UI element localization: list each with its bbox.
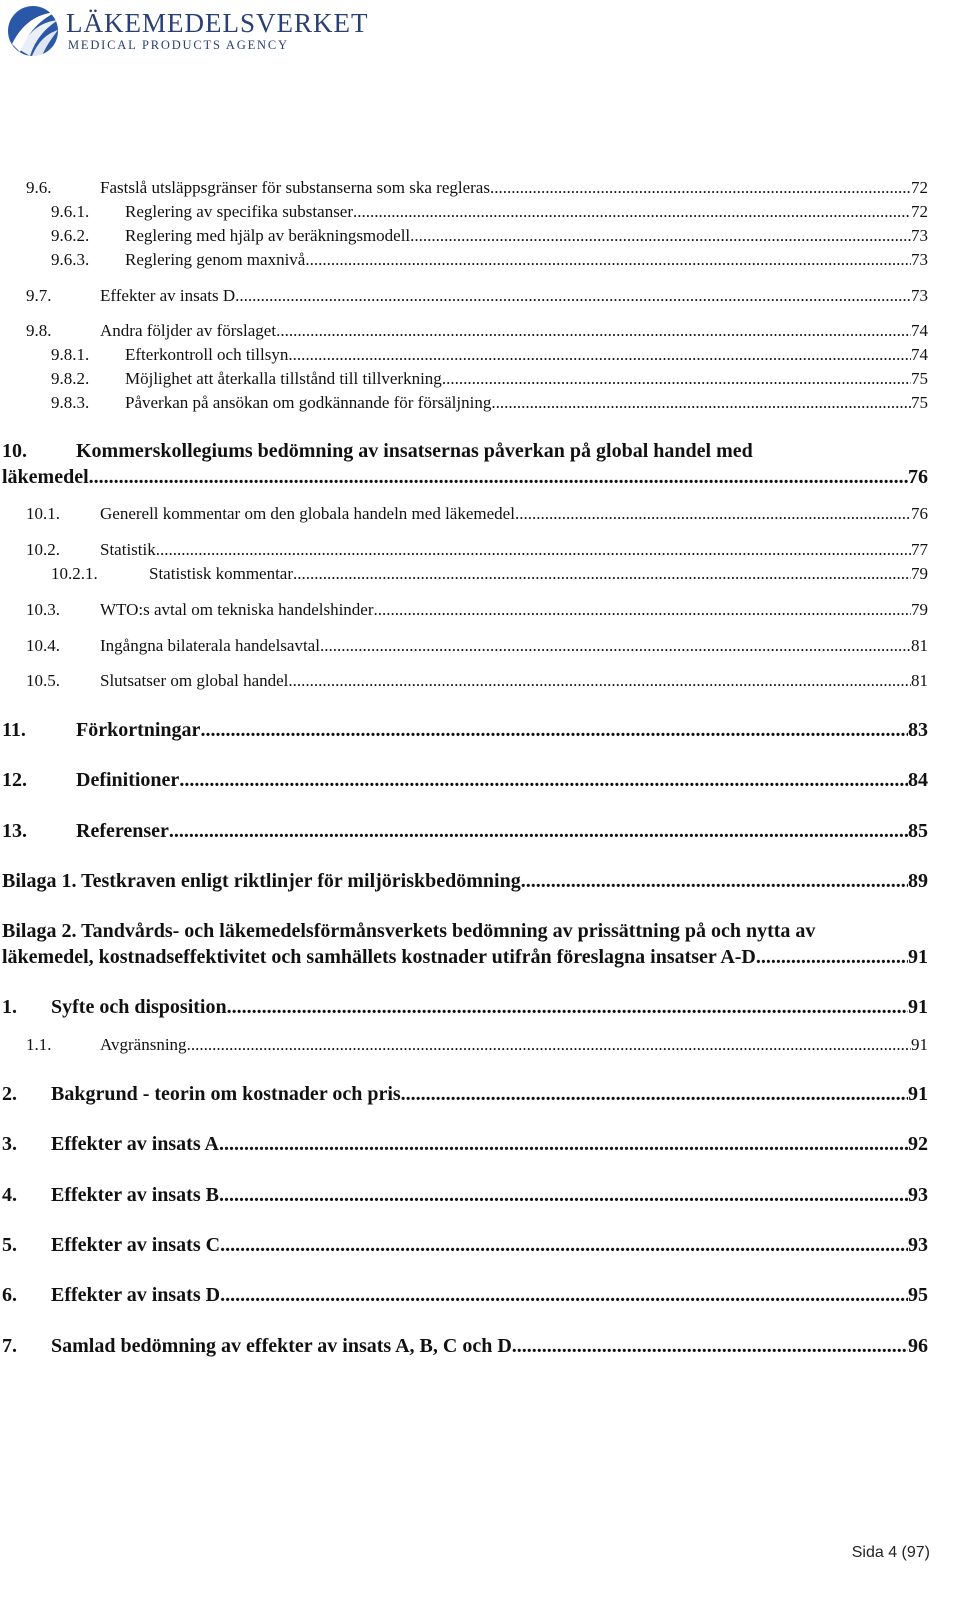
toc-entry-page: 74 — [911, 345, 928, 364]
toc-entry[interactable] — [51, 202, 928, 224]
toc-entry[interactable] — [2, 1335, 928, 1361]
toc-entry[interactable] — [2, 1083, 928, 1109]
toc-entry-number: 9.6.1. — [51, 202, 90, 221]
toc-entry-title: Generell kommentar om den globala handeln med läkemedel — [100, 504, 515, 523]
toc-entry-title: Avgränsning — [100, 1035, 187, 1054]
toc-leader-dots — [227, 996, 908, 1019]
toc-leader-dots — [756, 946, 908, 969]
toc-entry-number: 9.8.2. — [51, 369, 90, 388]
toc-entry-page: 89 — [908, 870, 928, 892]
toc-entry-page: 76 — [911, 504, 928, 523]
toc-entry[interactable] — [26, 540, 928, 562]
toc-entry-number: 1. — [2, 996, 17, 1018]
toc-entry-title: Bilaga 2. Tandvårds- och läkemedelsförmånsverkets bedömning av prissättning på och nytta av — [2, 920, 816, 942]
toc-leader-dots — [401, 1083, 908, 1106]
toc-entry-page: 72 — [911, 202, 928, 221]
toc-entry[interactable] — [26, 178, 928, 200]
toc-entry-page: 81 — [911, 671, 928, 690]
toc-entry-title: Påverkan på ansökan om godkännande för försäljning — [125, 393, 492, 412]
toc-entry-title: Efterkontroll och tillsyn — [125, 345, 289, 364]
toc-leader-dots — [235, 286, 911, 306]
toc-entry-title: Reglering med hjälp av beräkningsmodell — [125, 226, 411, 245]
toc-entry-number: 12. — [2, 769, 27, 791]
toc-leader-dots — [512, 1335, 908, 1358]
toc-entry-title: Förkortningar — [76, 719, 201, 741]
toc-entry[interactable] — [51, 250, 928, 272]
toc-entry-title: Effekter av insats A — [51, 1133, 219, 1155]
toc-entry-title: Kommerskollegiums bedömning av insatsernas påverkan på global handel med — [76, 440, 753, 462]
toc-entry-title: Bakgrund - teorin om kostnader och pris — [51, 1083, 401, 1105]
toc-entry-page: 93 — [908, 1234, 928, 1256]
toc-entry-page: 76 — [908, 466, 928, 488]
toc-entry-title: Referenser — [76, 820, 169, 842]
toc-leader-dots — [353, 202, 911, 222]
toc-entry[interactable] — [26, 600, 928, 622]
toc-entry[interactable] — [26, 321, 928, 343]
toc-leader-dots — [179, 769, 908, 792]
toc-entry-number: 2. — [2, 1083, 17, 1105]
toc-entry[interactable] — [2, 719, 928, 745]
toc-leader-dots — [515, 504, 911, 524]
toc-entry-heading-line1[interactable] — [2, 440, 753, 463]
toc-leader-dots — [320, 636, 911, 656]
toc-entry-page: 75 — [911, 369, 928, 388]
toc-entry-title: Effekter av insats D — [51, 1284, 221, 1306]
page-number-footer: Sida 4 (97) — [851, 1544, 930, 1561]
toc-leader-dots — [410, 226, 911, 246]
toc-entry-number: 5. — [2, 1234, 17, 1256]
toc-leader-dots — [220, 1284, 908, 1307]
toc-entry-page: 93 — [908, 1184, 928, 1206]
toc-entry[interactable] — [51, 369, 928, 391]
toc-leader-dots — [521, 870, 908, 893]
brand-subtitle: MEDICAL PRODUCTS AGENCY — [68, 38, 289, 52]
toc-entry-number: 10. — [2, 440, 27, 462]
toc-entry-page: 72 — [911, 178, 928, 197]
toc-entry-page: 85 — [908, 820, 928, 842]
toc-entry-number: 9.7. — [26, 286, 52, 305]
toc-entry-number: 10.3. — [26, 600, 60, 619]
toc-entry-number: 9.6. — [26, 178, 52, 197]
toc-entry-title: WTO:s avtal om tekniska handelshinder — [100, 600, 374, 619]
toc-entry[interactable] — [51, 226, 928, 248]
toc-leader-dots — [374, 600, 911, 620]
toc-entry-number: 10.1. — [26, 504, 60, 523]
toc-entry-page: 84 — [908, 769, 928, 791]
toc-entry[interactable] — [26, 286, 928, 308]
toc-entry-title: Statistik — [100, 540, 156, 559]
toc-entry-number: 7. — [2, 1335, 17, 1357]
toc-entry-page: 91 — [908, 1083, 928, 1105]
toc-entry-title: Syfte och disposition — [51, 996, 227, 1018]
brand-name: LÄKEMEDELSVERKET — [66, 8, 369, 38]
toc-leader-dots — [169, 820, 908, 843]
toc-entry-page: 91 — [911, 1035, 928, 1054]
toc-entry-title: Möjlighet att återkalla tillstånd till tillverkning — [125, 369, 442, 388]
toc-entry-title: Statistisk kommentar — [149, 564, 294, 583]
toc-entry[interactable] — [2, 769, 928, 795]
toc-entry-number: 10.4. — [26, 636, 60, 655]
toc-entry-title: Bilaga 1. Testkraven enligt riktlinjer för miljöriskbedömning — [2, 870, 521, 892]
toc-entry[interactable] — [2, 820, 928, 846]
toc-leader-dots — [276, 321, 911, 341]
toc-entry-number: 13. — [2, 820, 27, 842]
toc-entry-page: 73 — [911, 286, 928, 305]
toc-entry[interactable] — [2, 1184, 928, 1210]
toc-entry[interactable] — [2, 466, 928, 492]
toc-entry-number: 3. — [2, 1133, 17, 1155]
toc-entry[interactable] — [26, 636, 928, 658]
toc-entry-number: 10.2. — [26, 540, 60, 559]
toc-leader-dots — [293, 564, 911, 584]
toc-entry[interactable] — [51, 393, 928, 415]
toc-entry-number: 4. — [2, 1184, 17, 1206]
toc-leader-dots — [156, 540, 911, 560]
toc-entry-title: Reglering genom maxnivå — [125, 250, 306, 269]
toc-entry-page: 73 — [911, 226, 928, 245]
toc-entry-page: 73 — [911, 250, 928, 269]
toc-entry-page: 96 — [908, 1335, 928, 1357]
toc-entry-number: 10.5. — [26, 671, 60, 690]
toc-leader-dots — [305, 250, 911, 270]
toc-entry[interactable] — [26, 671, 928, 693]
toc-leader-dots — [288, 671, 911, 691]
toc-entry-number: 9.8. — [26, 321, 52, 340]
toc-leader-dots — [219, 1133, 908, 1156]
toc-leader-dots — [220, 1234, 908, 1257]
toc-entry-number: 9.6.2. — [51, 226, 90, 245]
toc-entry-title: Slutsatser om global handel — [100, 671, 289, 690]
toc-entry-number: 10.2.1. — [51, 564, 98, 583]
toc-leader-dots — [219, 1184, 908, 1207]
toc-leader-dots — [491, 393, 911, 413]
toc-entry-page: 91 — [908, 946, 928, 968]
toc-entry-title: Effekter av insats B — [51, 1184, 219, 1206]
toc-entry[interactable] — [2, 996, 928, 1022]
toc-entry-page: 75 — [911, 393, 928, 412]
toc-leader-dots — [288, 345, 911, 365]
toc-entry[interactable] — [2, 870, 928, 896]
toc-entry[interactable] — [26, 1035, 928, 1057]
toc-entry-title: Effekter av insats D — [100, 286, 236, 305]
toc-entry-page: 74 — [911, 321, 928, 340]
toc-entry-page: 79 — [911, 564, 928, 583]
toc-entry-title: Ingångna bilaterala handelsavtal — [100, 636, 320, 655]
toc-entry-page: 95 — [908, 1284, 928, 1306]
toc-entry-title: Reglering av specifika substanser — [125, 202, 354, 221]
toc-entry-page: 79 — [911, 600, 928, 619]
toc-entry-number: 9.8.1. — [51, 345, 90, 364]
toc-entry-title: Fastslå utsläppsgränser för substanserna som ska regleras — [100, 178, 490, 197]
toc-entry-heading-line1[interactable] — [2, 920, 815, 943]
toc-entry-number: 9.8.3. — [51, 393, 90, 412]
toc-entry-page: 83 — [908, 719, 928, 741]
toc-entry[interactable] — [51, 564, 928, 586]
toc-entry[interactable] — [2, 1133, 928, 1159]
toc-entry-title: Definitioner — [76, 769, 180, 791]
toc-entry-number: 9.6.3. — [51, 250, 90, 269]
toc-entry-page: 81 — [911, 636, 928, 655]
toc-leader-dots — [187, 1035, 911, 1055]
toc-entry-page: 91 — [908, 996, 928, 1018]
toc-entry[interactable] — [2, 946, 928, 972]
toc-entry-number: 1.1. — [26, 1035, 52, 1054]
toc-entry-title: läkemedel — [2, 466, 89, 488]
toc-entry-title: Andra följder av förslaget — [100, 321, 277, 340]
toc-entry-title: Effekter av insats C — [51, 1234, 221, 1256]
toc-entry-title: läkemedel, kostnadseffektivitet och samhällets kostnader utifrån föreslagna insatser A-D — [2, 946, 756, 968]
toc-entry[interactable] — [51, 345, 928, 367]
toc-leader-dots — [200, 719, 908, 742]
toc-entry-title: Samlad bedömning av effekter av insats A, B, C och D — [51, 1335, 512, 1357]
toc-entry-page: 92 — [908, 1133, 928, 1155]
toc-entry[interactable] — [2, 1284, 928, 1310]
toc-entry[interactable] — [2, 1234, 928, 1260]
toc-leader-dots — [442, 369, 911, 389]
toc-entry-page: 77 — [911, 540, 928, 559]
toc-entry-number: 6. — [2, 1284, 17, 1306]
toc-entry[interactable] — [26, 504, 928, 526]
toc-leader-dots — [89, 466, 908, 489]
toc-leader-dots — [490, 178, 911, 198]
toc-entry-number: 11. — [2, 719, 26, 741]
